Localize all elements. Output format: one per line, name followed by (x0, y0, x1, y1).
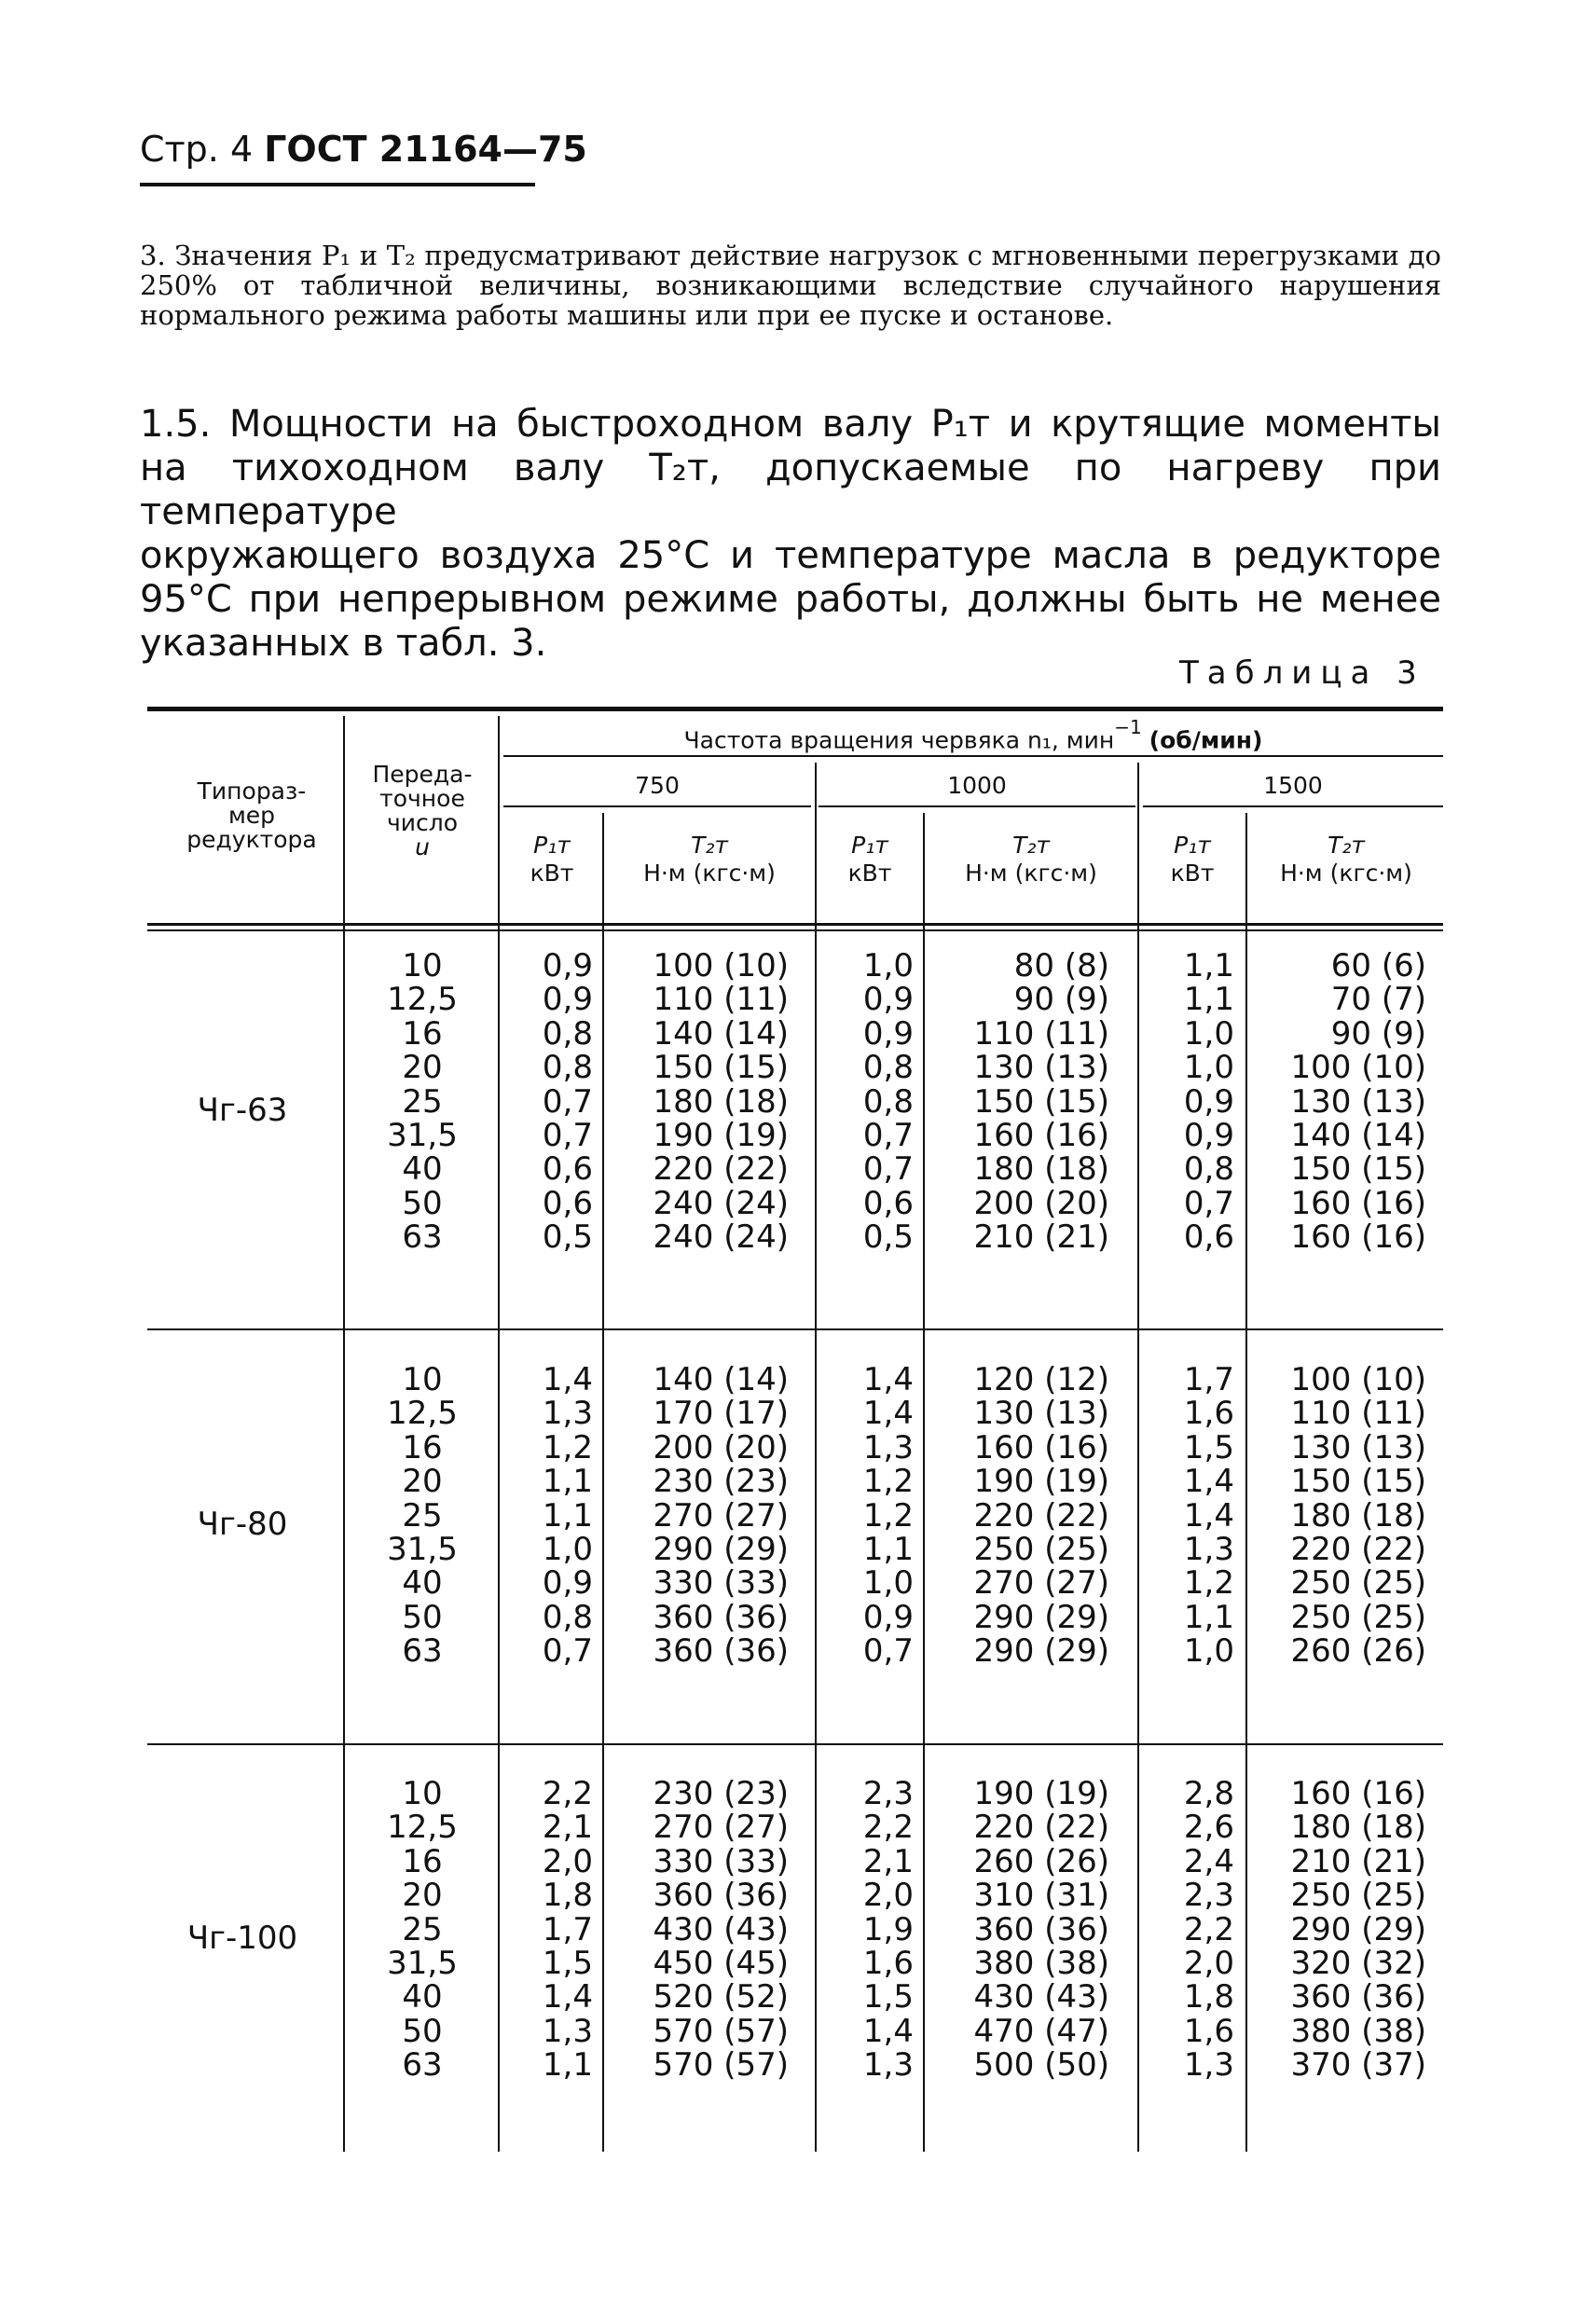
t1500-cell: 160 (16) (1290, 1775, 1426, 1812)
t1500-cell: 180 (18) (1290, 1809, 1426, 1847)
p1000-cell: 1,2 (862, 1463, 914, 1501)
p750-column (503, 1363, 593, 1669)
t750-cell: 270 (27) (653, 1809, 789, 1847)
t750-cell: 330 (33) (653, 1842, 789, 1880)
t1500-cell: 150 (15) (1290, 1463, 1426, 1501)
t1500-cell: 370 (37) (1290, 2046, 1426, 2085)
speed-750-rule (503, 805, 811, 807)
p1500-cell: 1,4 (1183, 1496, 1234, 1534)
ratio-cell: 63 (402, 1632, 443, 1671)
p1000-cell: 2,1 (862, 1842, 914, 1880)
t750-cell: 240 (24) (653, 1218, 789, 1257)
reducer-type: Чг-100 (186, 1919, 298, 1957)
p1500-cell: 0,9 (1183, 1116, 1234, 1154)
p1500-cell: 1,6 (1183, 2012, 1234, 2050)
t1500-cell: 100 (10) (1290, 1361, 1426, 1398)
p1500-cell: 2,0 (1183, 1944, 1234, 1982)
t750-cell: 230 (23) (653, 1463, 789, 1501)
group-separator (147, 1743, 1443, 1745)
p1000-cell: 0,9 (862, 1598, 914, 1636)
t750-cell: 170 (17) (653, 1395, 789, 1433)
p750-cell: 1,4 (542, 1978, 593, 2016)
t1500-cell: 210 (21) (1290, 1842, 1426, 1880)
t750-cell: 270 (27) (653, 1496, 789, 1534)
head-p-1500: P₁т кВт (1170, 832, 1215, 887)
t1000-cell: 90 (9) (1013, 981, 1109, 1019)
col-divider-p750 (602, 813, 604, 2152)
p750-cell: 0,9 (542, 1564, 593, 1603)
ratio-cell: 50 (402, 2012, 443, 2050)
t750-cell: 570 (57) (653, 2046, 789, 2085)
page-header (140, 129, 587, 170)
header-bottom-rule-2 (147, 929, 1443, 931)
p1500-cell: 1,3 (1183, 1530, 1234, 1568)
p1500-cell: 1,1 (1183, 981, 1234, 1019)
p1000-cell: 0,9 (862, 981, 914, 1019)
t1000-cell: 430 (43) (973, 1978, 1109, 2016)
ratio-cell: 63 (402, 1218, 443, 1257)
ratio-cell: 40 (402, 1564, 443, 1603)
p750-cell: 1,3 (542, 2012, 593, 2050)
p750-cell: 2,1 (542, 1809, 593, 1847)
ratio-cell: 12,5 (387, 1395, 458, 1433)
document-code: ГОСТ 21164—75 (264, 129, 587, 170)
p1000-cell: 1,0 (862, 947, 914, 984)
ratio-cell: 31,5 (387, 1530, 458, 1568)
t1500-cell: 160 (16) (1290, 1218, 1426, 1257)
t1000-cell: 310 (31) (973, 1877, 1109, 1915)
table-top-rule (147, 707, 1443, 711)
col-divider-p1000 (923, 813, 925, 2152)
p1500-cell: 1,0 (1183, 1632, 1234, 1671)
p750-cell: 1,8 (542, 1877, 593, 1915)
ratio-cell: 10 (402, 1775, 443, 1812)
speed-1500-rule (1143, 805, 1443, 807)
t1500-cell: 250 (25) (1290, 1598, 1426, 1636)
p1000-column (819, 949, 914, 1255)
reducer-type: Чг-63 (197, 1091, 288, 1129)
t1000-cell: 260 (26) (973, 1842, 1109, 1880)
p1500-cell: 0,6 (1183, 1218, 1234, 1257)
t1000-cell: 220 (22) (973, 1809, 1109, 1847)
t750-cell: 100 (10) (653, 947, 789, 984)
ratios-column (351, 1363, 494, 1669)
page-number: Стр. 4 (140, 129, 254, 170)
p1500-cell: 1,6 (1183, 1395, 1234, 1433)
ratio-cell: 63 (402, 2046, 443, 2085)
t1500-cell: 250 (25) (1290, 1564, 1426, 1603)
t1500-cell: 60 (6) (1330, 947, 1426, 984)
p750-cell: 1,3 (542, 1395, 593, 1433)
p750-column (503, 1777, 593, 2083)
t1500-cell: 70 (7) (1330, 981, 1426, 1019)
t1000-cell: 200 (20) (973, 1184, 1109, 1222)
p750-cell: 0,7 (542, 1116, 593, 1154)
p1000-cell: 1,6 (862, 1944, 914, 1982)
t750-cell: 360 (36) (653, 1598, 789, 1636)
t1500-cell: 130 (13) (1290, 1082, 1426, 1121)
head-t-1000: T₂т Н·м (кгс·м) (965, 832, 1097, 887)
p1000-cell: 1,0 (862, 1564, 914, 1603)
p750-cell: 0,7 (542, 1632, 593, 1671)
head-t-1500: T₂т Н·м (кгс·м) (1280, 832, 1412, 887)
p750-cell: 0,9 (542, 947, 593, 984)
t1000-cell: 190 (19) (973, 1775, 1109, 1812)
ratio-cell: 16 (402, 1428, 443, 1466)
t1500-cell: 110 (11) (1290, 1395, 1426, 1433)
head-ratio: Переда- точное число u (372, 761, 473, 860)
t1000-cell: 190 (19) (973, 1463, 1109, 1501)
p1500-cell: 1,4 (1183, 1463, 1234, 1501)
t750-cell: 450 (45) (653, 1944, 789, 1982)
paragraph-line: 1.5. Мощности на быстроходном валу P₁т и крутящие моменты (140, 403, 1441, 446)
t1000-cell: 360 (36) (973, 1910, 1109, 1948)
ratio-cell: 20 (402, 1877, 443, 1915)
t1500-cell: 90 (9) (1330, 1014, 1426, 1053)
head-p-750: P₁т кВт (530, 832, 574, 887)
p1000-cell: 1,3 (862, 2046, 914, 2085)
t750-cell: 180 (18) (653, 1082, 789, 1121)
p1500-cell: 2,6 (1183, 1809, 1234, 1847)
t1000-cell: 80 (8) (1013, 947, 1109, 984)
ratio-cell: 16 (402, 1014, 443, 1053)
t1500-cell: 290 (29) (1290, 1910, 1426, 1948)
p1500-cell: 1,5 (1183, 1428, 1234, 1466)
p1000-cell: 1,4 (862, 1361, 914, 1398)
note-3: 3. Значения P₁ и T₂ предусматривают действие нагрузок с мгновенными перегрузками до 250% от табличной величины, возникающими вследствие случайного нарушения нормального режима работы машины или при ее пуске и останове. (140, 240, 1441, 331)
t1500-cell: 150 (15) (1290, 1150, 1426, 1189)
t750-column (606, 1777, 789, 2083)
p1500-cell: 2,3 (1183, 1877, 1234, 1915)
p750-cell: 2,0 (542, 1842, 593, 1880)
ratio-cell: 20 (402, 1463, 443, 1501)
p1000-cell: 0,7 (862, 1150, 914, 1189)
t750-cell: 150 (15) (653, 1049, 789, 1087)
p1000-column (819, 1363, 914, 1669)
head-frequency: Частота вращения червяка n₁, мин$^{-1}$ (об/мин) (683, 716, 1263, 754)
group-separator (147, 1328, 1443, 1330)
p1500-cell: 2,2 (1183, 1910, 1234, 1948)
p750-cell: 1,1 (542, 1496, 593, 1534)
t1000-cell: 270 (27) (973, 1564, 1109, 1603)
t750-cell: 240 (24) (653, 1184, 789, 1222)
ratio-cell: 31,5 (387, 1116, 458, 1154)
p1500-cell: 1,2 (1183, 1564, 1234, 1603)
p1500-cell: 0,9 (1183, 1082, 1234, 1121)
t1500-column (1249, 949, 1426, 1255)
ratio-cell: 16 (402, 1842, 443, 1880)
p1500-cell: 1,0 (1183, 1049, 1234, 1087)
t1500-cell: 180 (18) (1290, 1496, 1426, 1534)
t1000-cell: 130 (13) (973, 1049, 1109, 1087)
t1500-cell: 140 (14) (1290, 1116, 1426, 1154)
ratios-column (351, 1777, 494, 2083)
t1000-cell: 180 (18) (973, 1150, 1109, 1189)
p750-cell: 1,7 (542, 1910, 593, 1948)
p1000-cell: 2,3 (862, 1775, 914, 1812)
ratio-cell: 40 (402, 1978, 443, 2016)
p1500-cell: 2,4 (1183, 1842, 1234, 1880)
p1000-cell: 0,8 (862, 1082, 914, 1121)
t1000-cell: 160 (16) (973, 1116, 1109, 1154)
t1000-cell: 110 (11) (973, 1014, 1109, 1053)
p1500-cell: 1,7 (1183, 1361, 1234, 1398)
t1000-column (927, 1777, 1109, 2083)
t750-cell: 220 (22) (653, 1150, 789, 1189)
ratio-cell: 10 (402, 947, 443, 984)
t750-column (606, 1363, 789, 1669)
t750-cell: 200 (20) (653, 1428, 789, 1466)
p750-cell: 0,8 (542, 1598, 593, 1636)
ratio-cell: 25 (402, 1082, 443, 1121)
ratio-cell: 10 (402, 1361, 443, 1398)
t750-cell: 430 (43) (653, 1910, 789, 1948)
t1000-cell: 220 (22) (973, 1496, 1109, 1534)
p1500-cell: 1,1 (1183, 947, 1234, 984)
p750-cell: 1,5 (542, 1944, 593, 1982)
t1000-cell: 120 (12) (973, 1361, 1109, 1398)
ratio-cell: 31,5 (387, 1944, 458, 1982)
t750-cell: 140 (14) (653, 1014, 789, 1053)
t1000-cell: 470 (47) (973, 2012, 1109, 2050)
ratio-cell: 25 (402, 1910, 443, 1948)
paragraph-line: 95°С при непрерывном режиме работы, должны быть не менее (140, 578, 1441, 621)
t1000-cell: 250 (25) (973, 1530, 1109, 1568)
p750-cell: 0,7 (542, 1082, 593, 1121)
t1500-cell: 260 (26) (1290, 1632, 1426, 1671)
ratio-cell: 50 (402, 1598, 443, 1636)
speed-1500: 1500 (1263, 772, 1323, 799)
t750-cell: 290 (29) (653, 1530, 789, 1568)
speed-750: 750 (635, 772, 680, 799)
p1500-cell: 0,8 (1183, 1150, 1234, 1189)
t750-cell: 520 (52) (653, 1978, 789, 2016)
t1000-cell: 160 (16) (973, 1428, 1109, 1466)
t1000-column (927, 949, 1109, 1255)
t1000-cell: 380 (38) (973, 1944, 1109, 1982)
p750-column (503, 949, 593, 1255)
p750-cell: 1,1 (542, 2046, 593, 2085)
p1000-cell: 2,2 (862, 1809, 914, 1847)
ratio-cell: 20 (402, 1049, 443, 1087)
t750-cell: 330 (33) (653, 1564, 789, 1603)
paragraph-line: указанных в табл. 3. (140, 622, 547, 665)
t1000-cell: 290 (29) (973, 1632, 1109, 1671)
t1500-cell: 130 (13) (1290, 1428, 1426, 1466)
t1000-cell: 290 (29) (973, 1598, 1109, 1636)
p1000-column (819, 1777, 914, 2083)
p1500-column (1141, 1363, 1234, 1669)
p1500-cell: 1,1 (1183, 1598, 1234, 1636)
t1000-cell: 130 (13) (973, 1395, 1109, 1433)
head-p-1000: P₁т кВт (847, 832, 892, 887)
head-type: Типораз- мер редуктора (186, 778, 317, 853)
t750-column (606, 949, 789, 1255)
p750-cell: 1,0 (542, 1530, 593, 1568)
t1500-cell: 160 (16) (1290, 1184, 1426, 1222)
t750-cell: 190 (19) (653, 1116, 789, 1154)
t1500-cell: 100 (10) (1290, 1049, 1426, 1087)
p1500-cell: 1,0 (1183, 1014, 1234, 1053)
p750-cell: 0,6 (542, 1150, 593, 1189)
ratio-cell: 50 (402, 1184, 443, 1222)
p1000-cell: 1,3 (862, 1428, 914, 1466)
p750-cell: 0,5 (542, 1218, 593, 1257)
p750-cell: 0,8 (542, 1049, 593, 1087)
p1000-cell: 1,4 (862, 1395, 914, 1433)
p750-cell: 1,4 (542, 1361, 593, 1398)
ratio-cell: 25 (402, 1496, 443, 1534)
p750-cell: 1,1 (542, 1463, 593, 1501)
p1500-cell: 2,8 (1183, 1775, 1234, 1812)
head-t-750: T₂т Н·м (кгс·м) (643, 832, 776, 887)
t750-cell: 140 (14) (653, 1361, 789, 1398)
p1000-cell: 0,7 (862, 1116, 914, 1154)
t750-cell: 230 (23) (653, 1775, 789, 1812)
p1000-cell: 0,9 (862, 1014, 914, 1053)
p1000-cell: 0,6 (862, 1184, 914, 1222)
t750-cell: 570 (57) (653, 2012, 789, 2050)
p1000-cell: 2,0 (862, 1877, 914, 1915)
t1500-cell: 250 (25) (1290, 1877, 1426, 1915)
t1500-column (1249, 1363, 1426, 1669)
speed-1000: 1000 (947, 772, 1007, 799)
header-rule (140, 183, 535, 186)
p1000-cell: 1,5 (862, 1978, 914, 2016)
t750-cell: 360 (36) (653, 1877, 789, 1915)
paragraph-1-5 (140, 403, 1441, 666)
col-divider-1000-1500 (1137, 763, 1139, 2152)
p1500-cell: 1,8 (1183, 1978, 1234, 2016)
t1000-cell: 210 (21) (973, 1218, 1109, 1257)
p1500-cell: 0,7 (1183, 1184, 1234, 1222)
t1000-cell: 150 (15) (973, 1082, 1109, 1121)
ratio-cell: 12,5 (387, 1809, 458, 1847)
p1500-column (1141, 1777, 1234, 2083)
header-bottom-rule (147, 923, 1443, 926)
p750-cell: 1,2 (542, 1428, 593, 1466)
t1500-cell: 360 (36) (1290, 1978, 1426, 2016)
ratio-cell: 12,5 (387, 981, 458, 1019)
p1000-cell: 0,8 (862, 1049, 914, 1087)
p750-cell: 2,2 (542, 1775, 593, 1812)
reducer-type: Чг-80 (197, 1505, 288, 1543)
p750-cell: 0,9 (542, 981, 593, 1019)
paragraph-line: окружающего воздуха 25°С и температуре масла в редукторе (140, 534, 1441, 577)
speed-1000-rule (819, 805, 1135, 807)
t1000-column (927, 1363, 1109, 1669)
p1500-cell: 1,3 (1183, 2046, 1234, 2085)
col-divider-p1500 (1245, 813, 1247, 2152)
t1500-cell: 320 (32) (1290, 1944, 1426, 1982)
p750-cell: 0,6 (542, 1184, 593, 1222)
col-divider-750-1000 (815, 763, 817, 2152)
paragraph-line: на тихоходном валу T₂т, допускаемые по нагреву при температуре (140, 447, 1441, 533)
p1000-cell: 1,1 (862, 1530, 914, 1568)
t1500-column (1249, 1777, 1426, 2083)
p1000-cell: 0,5 (862, 1218, 914, 1257)
ratios-column (351, 949, 494, 1255)
t750-cell: 360 (36) (653, 1632, 789, 1671)
col-divider-ratio (498, 716, 500, 2152)
p750-cell: 0,8 (542, 1014, 593, 1053)
p1000-cell: 1,2 (862, 1496, 914, 1534)
p1000-cell: 1,9 (862, 1910, 914, 1948)
t1500-cell: 220 (22) (1290, 1530, 1426, 1568)
t750-cell: 110 (11) (653, 981, 789, 1019)
p1000-cell: 1,4 (862, 2012, 914, 2050)
t1000-cell: 500 (50) (973, 2046, 1109, 2085)
t1500-cell: 380 (38) (1290, 2012, 1426, 2050)
p1500-column (1141, 949, 1234, 1255)
p1000-cell: 0,7 (862, 1632, 914, 1671)
table-caption: Таблица 3 (1179, 654, 1425, 692)
ratio-cell: 40 (402, 1150, 443, 1189)
